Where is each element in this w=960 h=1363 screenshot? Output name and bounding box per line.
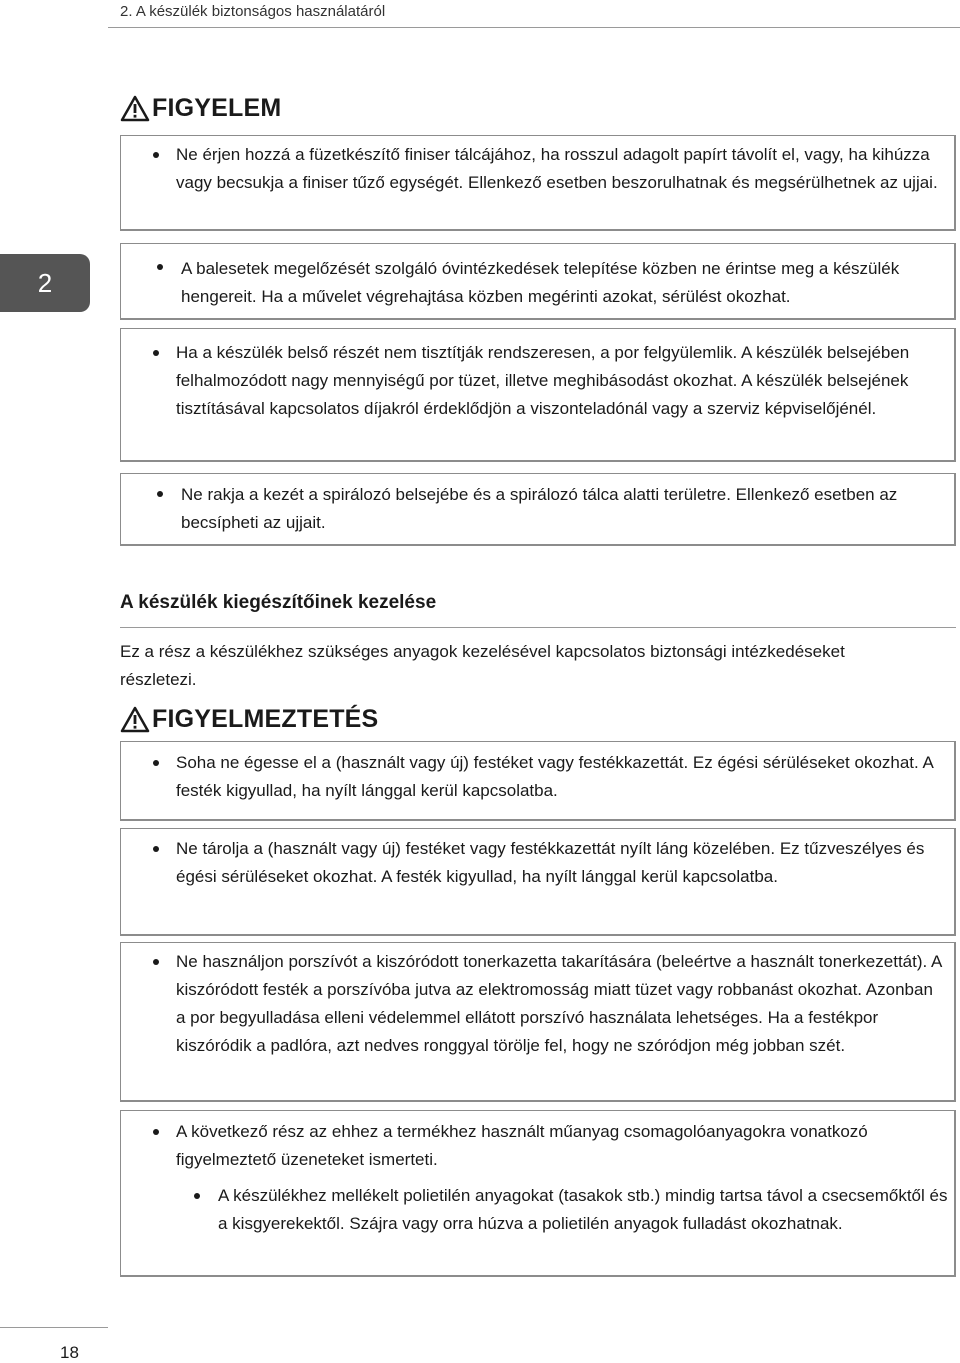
section-title: A készülék kiegészítőinek kezelése [120, 592, 437, 613]
warning-triangle-icon [120, 706, 150, 733]
caution-item-2: Ne tárolja a (használt vagy új) festéket vagy festékkazettát nyílt láng közelében. Ez tűzveszélyes és égési sérüléseket okozhat. A festék kigyullad, ha nyílt lánggal kerül kapcsolatba. [176, 839, 925, 886]
bullet [153, 1129, 159, 1135]
bullet [157, 491, 163, 497]
caution-item-4: A következő rész az ehhez a termékhez használt műanyag csomagolóanyagokra vonatkozó figyelmeztető üzeneteket ismerteti. [176, 1122, 868, 1169]
bullet [157, 264, 163, 270]
bullet [153, 846, 159, 852]
header-rule [108, 27, 960, 28]
warning-label: FIGYELEM [152, 94, 282, 122]
page-number: 18 [60, 1343, 79, 1362]
caution-item-1: Soha ne égesse el a (használt vagy új) festéket vagy festékkazettát. Ez égési sérüléseket okozhat. A festék kigyullad, ha nyílt lánggal kerül kapcsolatba. [176, 753, 933, 800]
bullet [153, 152, 159, 158]
warning-item-2: A balesetek megelőzését szolgáló óvintézkedések telepítése közben ne érintse meg a készülék hengereit. Ha a művelet végrehajtása közben megérinti azokat, sérülést okozhat. [181, 259, 900, 306]
warning-item-1: Ne érjen hozzá a füzetkészítő finiser tálcájához, ha rosszul adagolt papírt távolít el, vagy, ha kihúzza vagy becsukja a finiser tűző egységét. Ellenkező esetben beszorulhatnak és megsérülhetnek az ujjai. [176, 145, 938, 192]
caution-label: FIGYELMEZTETÉS [152, 705, 379, 733]
section-rule [120, 627, 956, 628]
warning-heading [120, 94, 281, 123]
warning-item-3: Ha a készülék belső részét nem tisztítják rendszeresen, a por felgyülemlik. A készülék belsejében felhalmozódott nagy mennyiségű por tüzet, illetve meghibásodást okozhat. A készülék belsejének tisztításával kapcsolatos díjakról érdeklődjön a viszonteladónál vagy a szerviz képviselőjénél. [176, 343, 910, 418]
caution-subitem-1: A készülékhez mellékelt polietilén anyagokat (tasakok stb.) mindig tartsa távol a csecsemőktől és a kisgyerekektől. Szájra vagy orra húzva a polietilén anyagok fulladást okozhatnak. [218, 1186, 948, 1233]
chapter-tab [0, 254, 90, 312]
chapter-number: 2 [37, 267, 53, 298]
bullet [153, 760, 159, 766]
caution-item-3: Ne használjon porszívót a kiszóródott tonerkazetta takarítására (beleértve a használt tonerkezettát). A kiszóródott festék a porszívóba jutva az elektromosság miatt tüzet vagy robbanást okozhat. Azonban a por begyulladása elleni védelemmel ellátott porszívó használata lehetséges. Ha a festékpor kiszóródik a padlóra, azt nedves ronggyal törölje fel, hogy ne szóródjon még jobban szét. [176, 952, 942, 1055]
bullet [194, 1193, 200, 1199]
footer-rule [0, 1327, 108, 1328]
section-intro: Ez a rész a készülékhez szükséges anyagok kezelésével kapcsolatos biztonsági intézkedéseket részletezi. [120, 642, 845, 689]
caution-heading [120, 705, 378, 734]
bullet [153, 959, 159, 965]
bullet [153, 350, 159, 356]
warning-triangle-icon [120, 95, 150, 122]
warning-item-4: Ne rakja a kezét a spirálozó belsejébe és a spirálozó tálca alatti területre. Ellenkező esetben az becsípheti az ujjait. [181, 485, 898, 532]
running-header: 2. A készülék biztonságos használatáról [120, 3, 386, 20]
